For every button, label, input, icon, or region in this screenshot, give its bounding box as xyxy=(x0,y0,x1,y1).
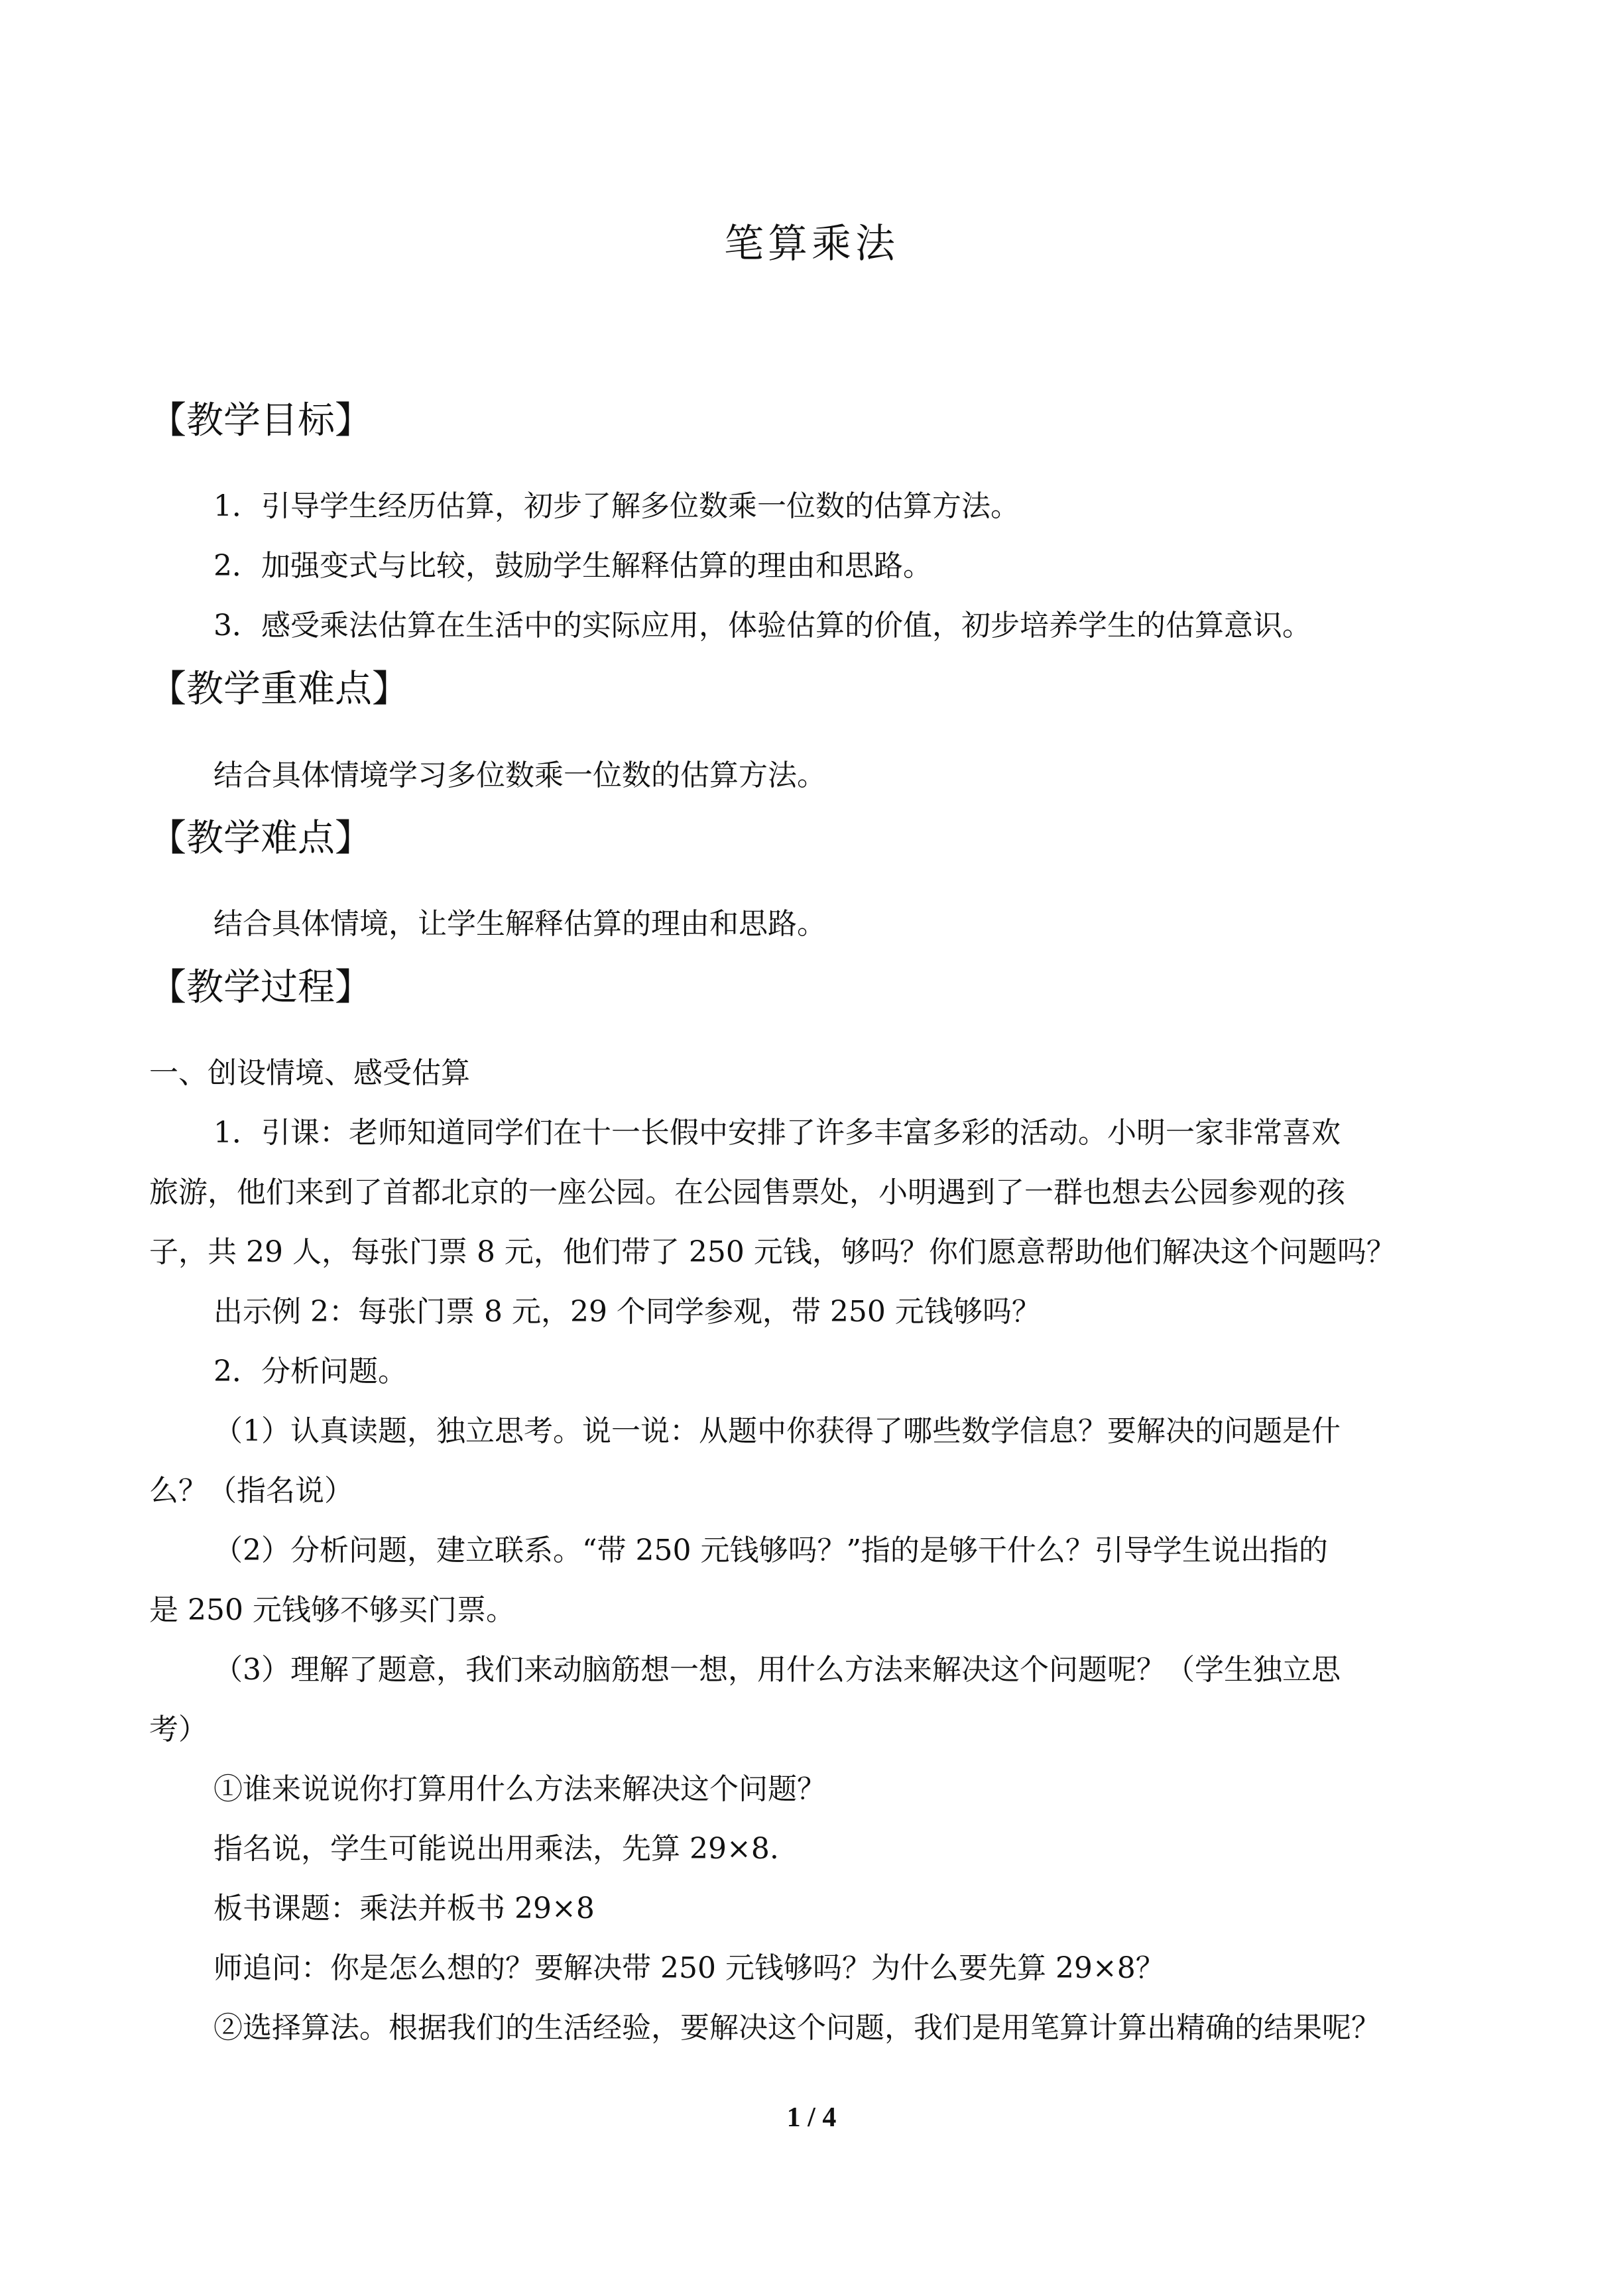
paragraph-line: ①谁来说说你打算用什么方法来解决这个问题？ xyxy=(213,1772,826,1806)
document-title: 笔算乘法 xyxy=(724,221,899,267)
section-heading-key-points: 【教学重难点】 xyxy=(149,668,409,711)
section-heading-objectives: 【教学目标】 xyxy=(149,399,372,442)
process-part-heading: 一、创设情境、感受估算 xyxy=(149,1056,470,1090)
paragraph-line: 2．分析问题。 xyxy=(213,1355,407,1388)
key-points-text: 结合具体情境学习多位数乘一位数的估算方法。 xyxy=(213,758,826,792)
paragraph-line: （3）理解了题意，我们来动脑筋想一想，用什么方法来解决这个问题呢？（学生独立思 xyxy=(213,1653,1341,1687)
paragraph-line: 旅游，他们来到了首都北京的一座公园。在公园售票处，小明遇到了一群也想去公园参观的孩 xyxy=(149,1176,1345,1209)
difficulties-text: 结合具体情境，让学生解释估算的理由和思路。 xyxy=(213,907,826,941)
paragraph-line: 子，共 29 人，每张门票 8 元，他们带了 250 元钱，够吗？你们愿意帮助他们解决这个问题吗？ xyxy=(149,1235,1396,1269)
paragraph-line: （2）分析问题，建立联系。“带 250 元钱够吗？”指的是够干什么？引导学生说出指的 xyxy=(213,1534,1328,1567)
paragraph-line: ②选择算法。根据我们的生活经验，要解决这个问题，我们是用笔算计算出精确的结果呢？ xyxy=(213,2011,1380,2045)
objective-item: 2．加强变式与比较，鼓励学生解释估算的理由和思路。 xyxy=(213,549,932,583)
paragraph-line: （1）认真读题，独立思考。说一说：从题中你获得了哪些数学信息？要解决的问题是什 xyxy=(213,1414,1341,1448)
paragraph-line: 1．引课：老师知道同学们在十一长假中安排了许多丰富多彩的活动。小明一家非常喜欢 xyxy=(213,1116,1341,1150)
paragraph-line: 么？（指名说） xyxy=(149,1474,353,1508)
objective-item: 3．感受乘法估算在生活中的实际应用，体验估算的价值，初步培养学生的估算意识。 xyxy=(213,609,1311,642)
example-line: 出示例 2：每张门票 8 元，29 个同学参观，带 250 元钱够吗？ xyxy=(213,1295,1041,1329)
paragraph-line: 是 250 元钱够不够买门票。 xyxy=(149,1593,515,1627)
paragraph-line: 板书课题：乘法并板书 29×8 xyxy=(213,1892,595,1925)
section-heading-process: 【教学过程】 xyxy=(149,966,372,1009)
paragraph-line: 考） xyxy=(149,1713,208,1746)
objective-item: 1．引导学生经历估算，初步了解多位数乘一位数的估算方法。 xyxy=(213,489,1020,523)
paragraph-line: 指名说，学生可能说出用乘法，先算 29×8. xyxy=(213,1832,779,1866)
page-number: 1 / 4 xyxy=(786,2102,837,2133)
section-heading-difficulties: 【教学难点】 xyxy=(149,817,372,860)
paragraph-line: 师追问：你是怎么想的？要解决带 250 元钱够吗？为什么要先算 29×8？ xyxy=(213,1951,1165,1985)
